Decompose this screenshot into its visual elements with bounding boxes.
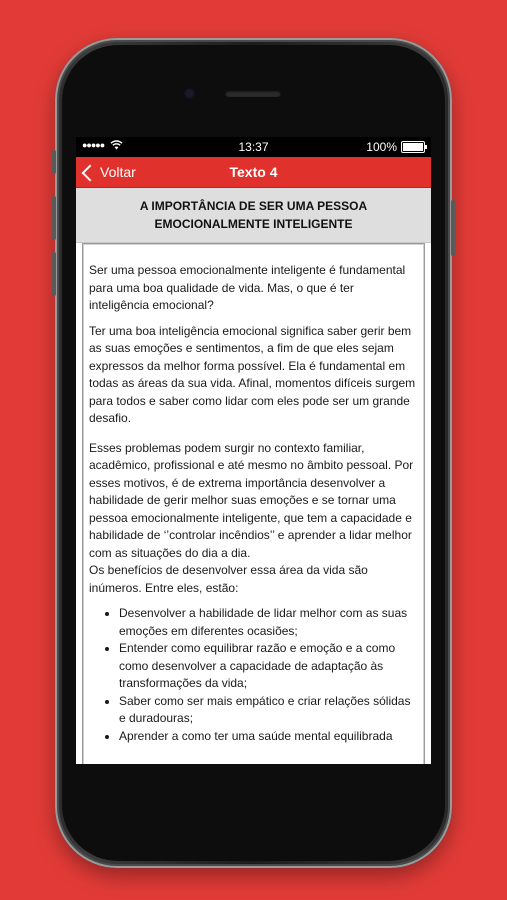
article-paragraph: Esses problemas podem surgir no contexto familiar, acadêmico, profissional e até mesmo no âmbito pessoal. Por esses motivos, é de extrema importância desenvolver a habilidade de gerir melhor suas emoções e se tornar uma pessoa emocionalmente inteligente, que tem a capacidade e habilidade de ‘’controlar incêndios’’ e aprender a lidar melhor com as situações do dia a dia. (89, 440, 414, 560)
signal-strength-icon: ●●●●● (82, 140, 105, 150)
article-paragraph: Ser uma pessoa emocionalmente inteligente é fundamental para uma boa qualidade de vida. Mas, o que é ter inteligência emocional? (89, 263, 406, 312)
status-right (366, 140, 425, 154)
navigation-bar (76, 157, 431, 188)
app-screen (76, 137, 431, 764)
battery-percent: 100% (366, 140, 397, 154)
volume-up-button (52, 196, 56, 240)
status-time: 13:37 (238, 140, 269, 154)
article-paragraph: Os benefícios de desenvolver essa área da vida são inúmeros. Entre eles, estão: (89, 563, 368, 595)
volume-down-button (52, 252, 56, 296)
list-item: • Saber como ser mais empático e criar relações sólidas e duradouras; (119, 693, 416, 728)
page-title: Texto 4 (229, 164, 278, 180)
status-bar (76, 137, 431, 157)
back-button-label: Voltar (100, 164, 136, 180)
article-body[interactable] (82, 243, 425, 764)
list-item: • Aprender a como ter uma saúde mental equilibrada (119, 728, 416, 746)
article-heading: A IMPORTÂNCIA DE SER UMA PESSOA EMOCIONALMENTE INTELIGENTE (76, 188, 431, 243)
battery-icon (401, 141, 425, 153)
earpiece-speaker (225, 90, 281, 97)
benefits-list (89, 605, 416, 745)
mute-switch (52, 150, 56, 174)
battery-level-fill (403, 143, 423, 151)
list-item: • Entender como equilibrar razão e emoção e a como como desenvolver a capacidade de adaptação às transformações da vida; (119, 640, 416, 693)
article-paragraph: Ter uma boa inteligência emocional significa saber gerir bem as suas emoções e sentimentos, a fim de que eles sejam expressos da melhor forma possível. Ela é fundamental em todas as áreas da sua vida. Afinal, momentos difíceis surgem para todos e saber como lidar com eles pode ser um grande desafio. (89, 323, 416, 425)
front-camera (184, 88, 195, 99)
list-item: • Desenvolver a habilidade de lidar melhor com as suas emoções em diferentes ocasiões; (119, 605, 416, 640)
power-button (451, 200, 455, 256)
